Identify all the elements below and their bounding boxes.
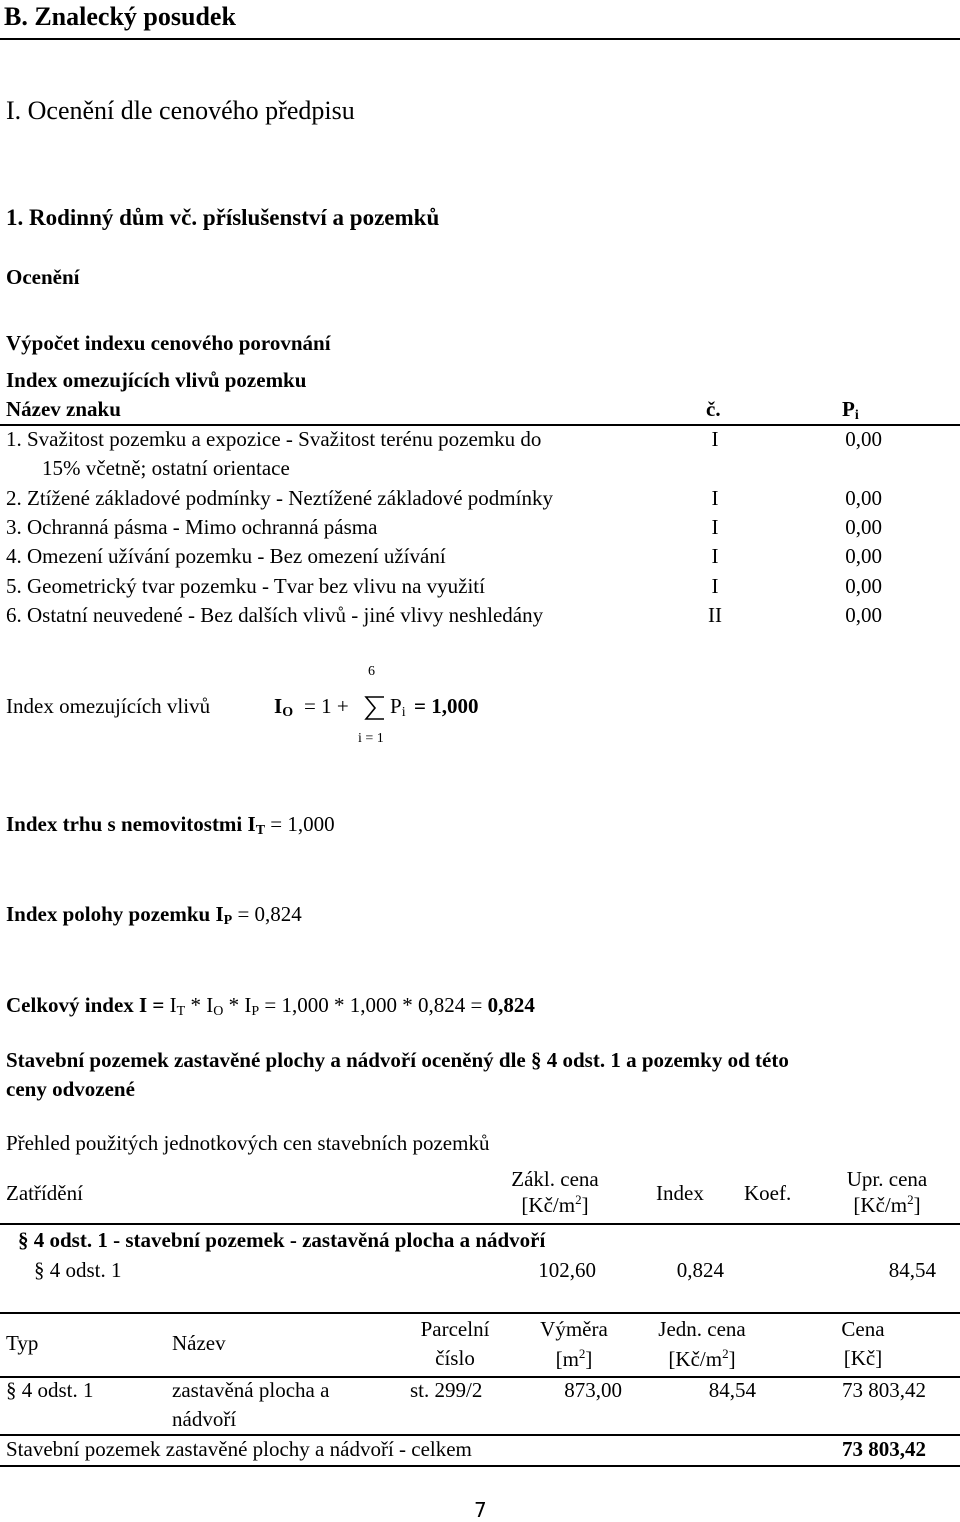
col-header-name: Název znaku <box>6 397 121 421</box>
col-header-cena: Cena [Kč] <box>841 1317 885 1370</box>
formula-eq: = 1 + <box>304 694 349 718</box>
table2-header-rule <box>0 1223 960 1225</box>
table3-row-jedn-cena: 84,54 <box>708 1378 756 1402</box>
limit-heading: Index omezujících vlivů pozemku <box>6 368 307 392</box>
index-trhu: Index trhu s nemovitostmi $I_T = 1,000$ <box>6 812 335 838</box>
table-row: 6. Ostatní neuvedené - Bez dalších vlivů - jiné vlivy neshledány <box>6 603 544 627</box>
table3-row-cena: 73 803,42 <box>842 1378 926 1402</box>
col-header-index: Index <box>656 1181 704 1205</box>
table-header-rule <box>0 424 960 426</box>
table3-row-parcelni: st. 299/2 <box>410 1378 483 1402</box>
calc-heading: Výpočet indexu cenového porovnání <box>6 331 331 355</box>
table2-group-row: § 4 odst. 1 - stavební pozemek - zastavěná plocha a nádvoří <box>18 1228 546 1252</box>
oceneni-heading: Ocenění <box>6 265 80 289</box>
table-row: 5. Geometrický tvar pozemku - Tvar bez vlivu na využití <box>6 574 485 598</box>
row-no: II <box>708 603 722 627</box>
section-heading: I. Ocenění dle cenového předpisu <box>6 96 355 125</box>
table-row: 3. Ochranná pásma - Mimo ochranná pásma <box>6 515 378 539</box>
sum-lower-limit: i = 1 <box>358 731 384 746</box>
prehled-heading: Přehled použitých jednotkových cen stavebních pozemků <box>6 1131 490 1155</box>
col-header-typ: Typ <box>6 1331 39 1355</box>
formula-lhs: $I_O$ <box>274 694 294 720</box>
table2-row-name: § 4 odst. 1 <box>34 1258 122 1282</box>
stavebni-heading-cont: ceny odvozené <box>6 1077 135 1101</box>
table3-row-vymera: 873,00 <box>564 1378 622 1402</box>
row-p: 0,00 <box>845 486 882 510</box>
col-header-zakl: Zákl. cena $[Kč/m^2]$ <box>511 1167 599 1217</box>
col-header-koef: Koef. <box>744 1181 792 1205</box>
table2-row-zakl: 102,60 <box>538 1258 596 1282</box>
table-row-continuation: 15% včetně; ostatní orientace <box>42 456 290 480</box>
row-no: I <box>711 427 719 451</box>
page-number: 7 <box>474 1498 487 1522</box>
table3-total-value: 73 803,42 <box>842 1437 926 1461</box>
table3-row-nazev: zastavěná plocha a <box>172 1378 330 1402</box>
sum-upper-limit: 6 <box>368 664 375 679</box>
row-p: 0,00 <box>845 574 882 598</box>
row-p: 0,00 <box>845 427 882 451</box>
row-p: 0,00 <box>845 603 882 627</box>
col-header-jedn-cena: Jedn. cena $[Kč/m^2]$ <box>658 1317 746 1371</box>
table-row: 1. Svažitost pozemku a expozice - Svažitost terénu pozemku do <box>6 427 542 451</box>
table-row: 2. Ztížené základové podmínky - Neztížené základové podmínky <box>6 486 553 510</box>
table2-row-index: 0,824 <box>676 1258 724 1282</box>
col-header-upr: Upr. cena $[Kč/m^2]$ <box>846 1167 928 1217</box>
table2-row-upr: 84,54 <box>888 1258 936 1282</box>
celkovy-index: Celkový index $I = I_T * I_O * I_P = 1,000 * 1,000 * 0,824 = 0,824$ <box>6 993 535 1019</box>
formula-label: Index omezujících vlivů <box>6 694 211 718</box>
table3-top-rule <box>0 1312 960 1314</box>
table3-row-typ: § 4 odst. 1 <box>6 1378 94 1402</box>
table3-row-nazev-cont: nádvoří <box>172 1407 237 1431</box>
title-underline <box>0 38 960 40</box>
row-no: I <box>711 515 719 539</box>
formula-p: $P_i$ <box>390 694 406 720</box>
subsection-heading: 1. Rodinný dům vč. příslušenství a pozemků <box>6 205 440 230</box>
row-no: I <box>711 574 719 598</box>
col-header-zatrideni: Zatřídění <box>6 1181 83 1205</box>
col-header-no: č. <box>706 397 721 421</box>
table3-total-label: Stavební pozemek zastavěné plochy a nádvoří - celkem <box>6 1437 472 1461</box>
row-no: I <box>711 544 719 568</box>
col-header-vymera: Výměra $[m^2]$ <box>540 1317 608 1371</box>
col-header-nazev: Název <box>172 1331 226 1355</box>
table-row: 4. Omezení užívání pozemku - Bez omezení užívání <box>6 544 446 568</box>
row-p: 0,00 <box>845 544 882 568</box>
document-title: B. Znalecký posudek <box>4 2 236 31</box>
sum-icon <box>364 696 386 720</box>
table3-bottom-rule <box>0 1465 960 1467</box>
index-polohy: Index polohy pozemku $I_P = 0,824$ <box>6 902 302 928</box>
col-header-p: $P_i$ <box>842 397 859 423</box>
table3-total-rule <box>0 1434 960 1436</box>
row-p: 0,00 <box>845 515 882 539</box>
col-header-parcelni: Parcelní číslo <box>420 1317 490 1370</box>
formula-result: = 1,000 <box>414 694 479 718</box>
row-no: I <box>711 486 719 510</box>
stavebni-heading: Stavební pozemek zastavěné plochy a nádvoří oceněný dle § 4 odst. 1 a pozemky od této <box>6 1048 789 1072</box>
